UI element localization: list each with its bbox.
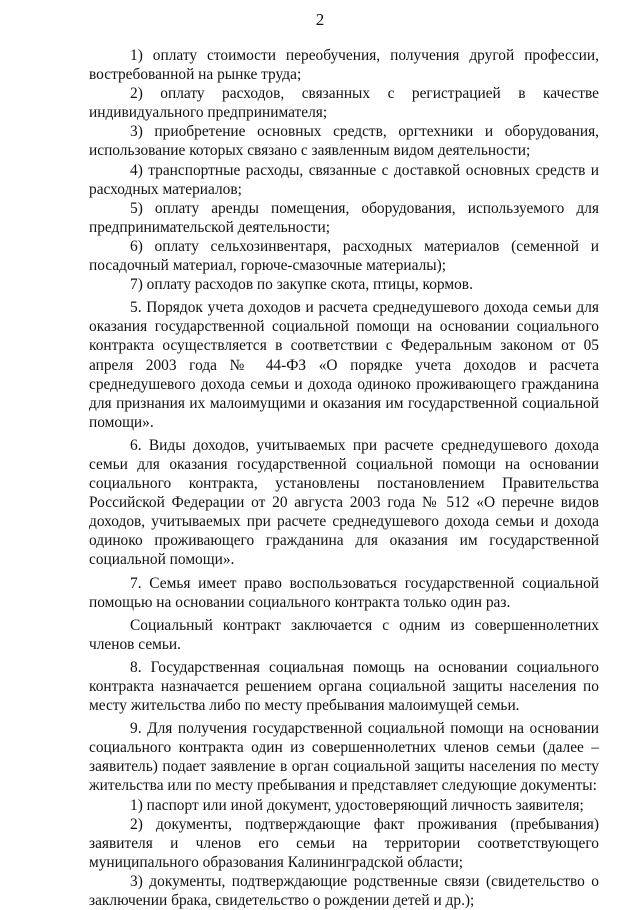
list-item-transport: 4) транспортные расходы, связанные с доставкой основных средств и расходных материалов;: [89, 161, 599, 198]
list-item-rent: 5) оплату аренды помещения, оборудования, используемого для предпринимательской деятельности;: [89, 199, 599, 236]
document-item-residence: 2) документы, подтверждающие факт проживания (пребывания) заявителя и членов его семьи на территории соответствующего муниципального образования Калининградской области;: [89, 815, 599, 871]
clause-6: 6. Виды доходов, учитываемых при расчете среднедушевого дохода семьи для оказания государственной социальной помощи на основании социального контракта, установлены постановлением Правительства Российской Федерации от 20 августа 2003 года № 512 «О перечне видов доходов, учитываемых при расчете среднедушевого дохода семьи и дохода одиноко проживающего гражданина для оказания им государственной социальной помощи».: [89, 436, 599, 569]
clause-7: 7. Семья имеет право воспользоваться государственной социальной помощью на основании социального контракта только один раз.: [89, 574, 599, 611]
list-item-retraining: 1) оплату стоимости переобучения, получения другой профессии, востребованной на рынке труда;: [89, 47, 599, 84]
page-number: 2: [315, 10, 325, 29]
list-item-registration: 2) оплату расходов, связанных с регистрацией в качестве индивидуального предпринимателя;: [89, 85, 599, 122]
clause-5: 5. Порядок учета доходов и расчета среднедушевого дохода семьи для оказания государственной социальной помощи на основании социального контракта осуществляется в соответствии с Федеральным законом от 05 апреля 2003 года № 44-ФЗ «О порядке учета доходов и расчета среднедушевого дохода семьи и дохода одиноко проживающего гражданина для признания их малоимущими и оказания им государственной социальной помощи».: [89, 299, 599, 431]
list-item-fixed-assets: 3) приобретение основных средств, оргтехники и оборудования, использование которых связано с заявленным видом деятельности;: [89, 123, 599, 160]
clause-8: 8. Государственная социальная помощь на основании социального контракта назначается решением органа социальной защиты населения по месту жительства либо по месту пребывания малоимущей семьи.: [89, 658, 599, 715]
list-item-farm-inventory: 6) оплату сельхозинвентаря, расходных материалов (семенной и посадочный материал, горюче-смазочные материалы);: [89, 237, 599, 275]
list-item-livestock: 7) оплату расходов по закупке скота, птицы, кормов.: [130, 276, 473, 294]
clause-9: 9. Для получения государственной социальной помощи на основании социального контракта один из совершеннолетних членов семьи (далее – заявитель) подает заявление в орган социальной защиты населения по месту жительства или по месту пребывания и представляет следующие документы:: [89, 720, 599, 795]
document-item-passport: 1) паспорт или иной документ, удостоверяющий личность заявителя;: [130, 796, 584, 814]
document-item-kinship: 3) документы, подтверждающие родственные связи (свидетельство о заключении брака, свидетельство о рождении детей и др.);: [89, 872, 599, 910]
clause-7-contract: Социальный контракт заключается с одним из совершеннолетних членов семьи.: [89, 616, 599, 653]
document-body: [89, 46, 599, 910]
